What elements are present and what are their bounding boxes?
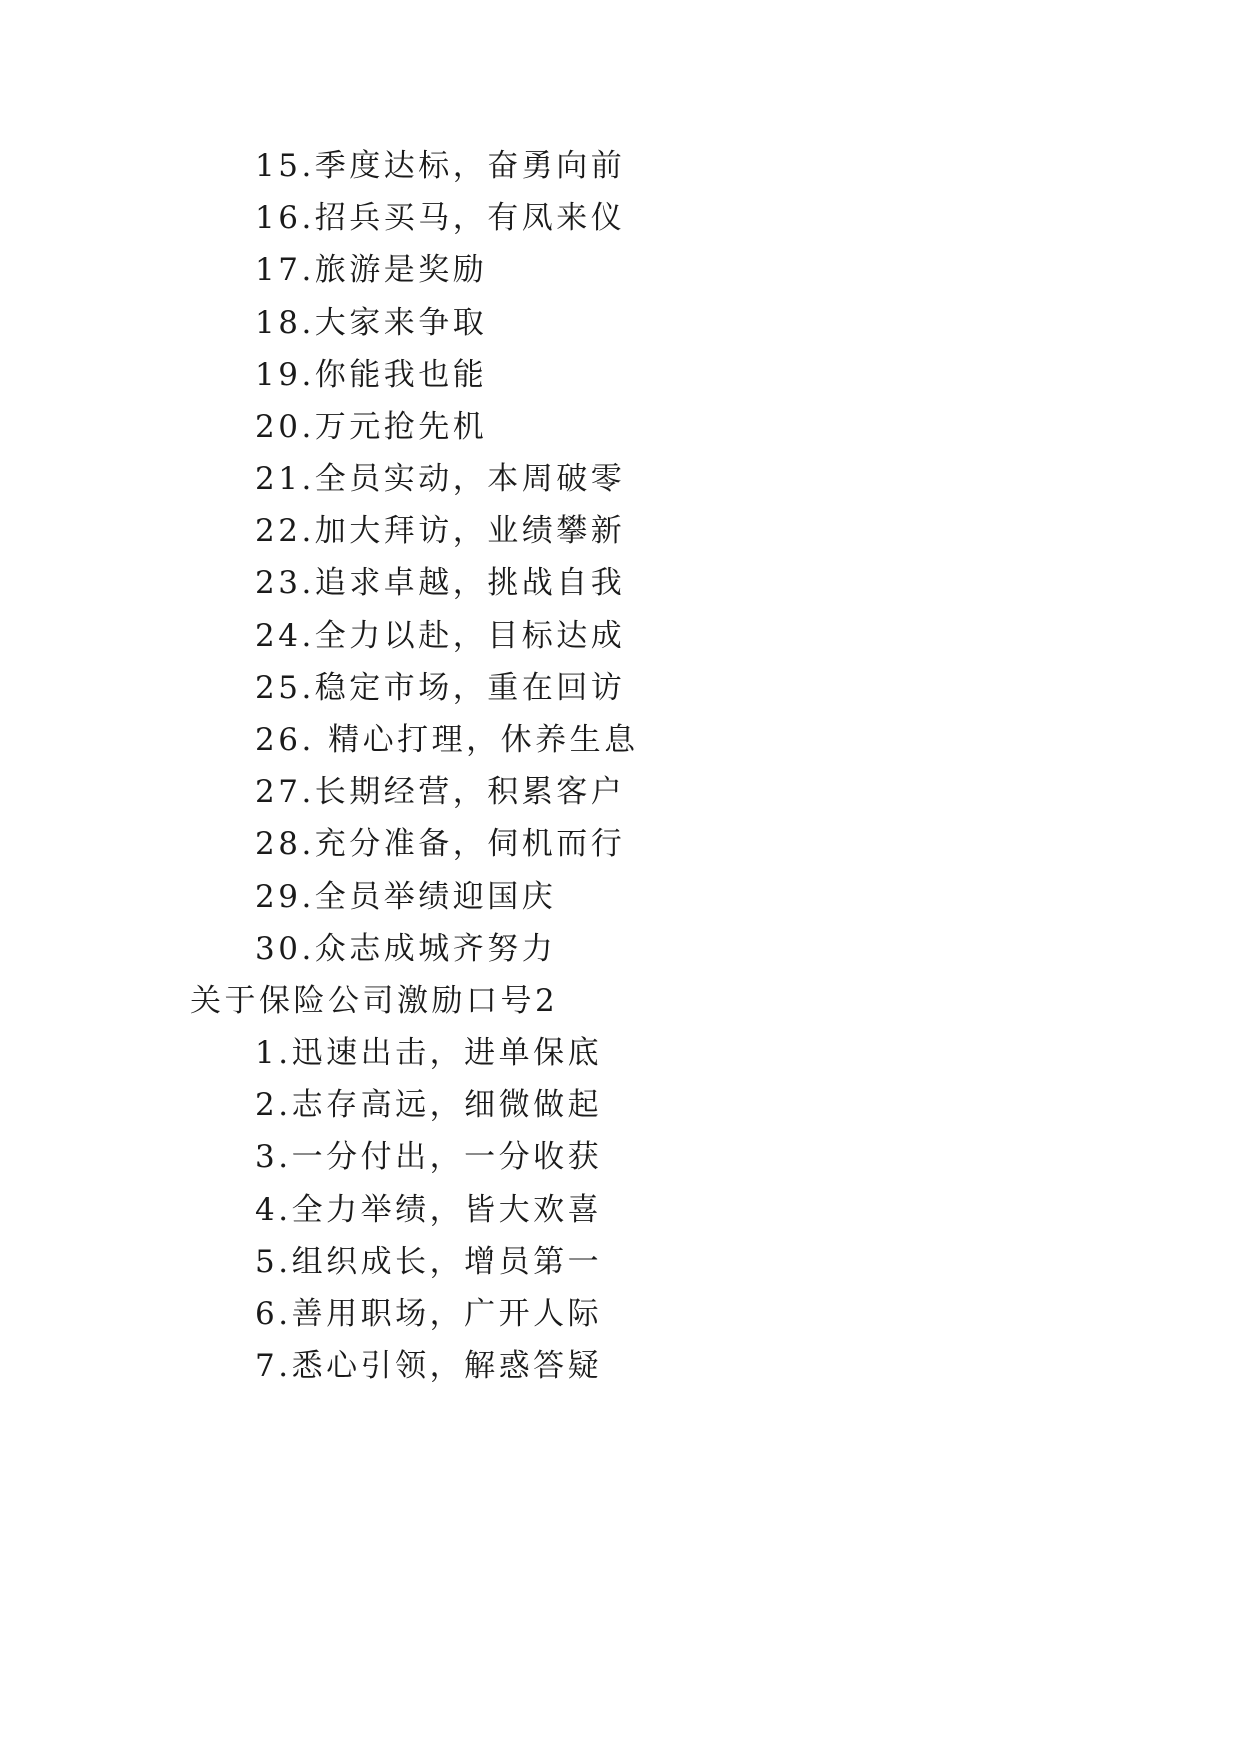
list-item: 6.善用职场，广开人际	[255, 1296, 603, 1332]
list-item: 16.招兵买马，有凤来仪	[255, 200, 626, 236]
list-item: 1.迅速出击，进单保底	[255, 1035, 603, 1071]
list-item: 15.季度达标，奋勇向前	[255, 148, 626, 184]
list-item: 21.全员实动，本周破零	[255, 461, 626, 497]
list-item: 24.全力以赴，目标达成	[255, 618, 626, 654]
list-item: 4.全力举绩，皆大欢喜	[255, 1192, 603, 1228]
list-item: 29.全员举绩迎国庆	[255, 879, 557, 915]
list-item: 17.旅游是奖励	[255, 252, 488, 288]
list-item: 26. 精心打理，休养生息	[255, 722, 639, 758]
section-heading: 关于保险公司激励口号2	[190, 983, 559, 1019]
list-item: 19.你能我也能	[255, 357, 488, 393]
list-item: 28.充分准备，伺机而行	[255, 826, 626, 862]
list-item: 30.众志成城齐努力	[255, 931, 557, 967]
list-item: 25.稳定市场，重在回访	[255, 670, 626, 706]
list-item: 27.长期经营，积累客户	[255, 774, 626, 810]
list-item: 23.追求卓越，挑战自我	[255, 565, 626, 601]
list-item: 20.万元抢先机	[255, 409, 488, 445]
list-item: 5.组织成长，增员第一	[255, 1244, 603, 1280]
list-item: 18.大家来争取	[255, 305, 488, 341]
list-item: 3.一分付出，一分收获	[255, 1139, 603, 1175]
list-item: 22.加大拜访，业绩攀新	[255, 513, 626, 549]
list-item: 7.悉心引领，解惑答疑	[255, 1348, 603, 1384]
list-item: 2.志存高远，细微做起	[255, 1087, 603, 1123]
